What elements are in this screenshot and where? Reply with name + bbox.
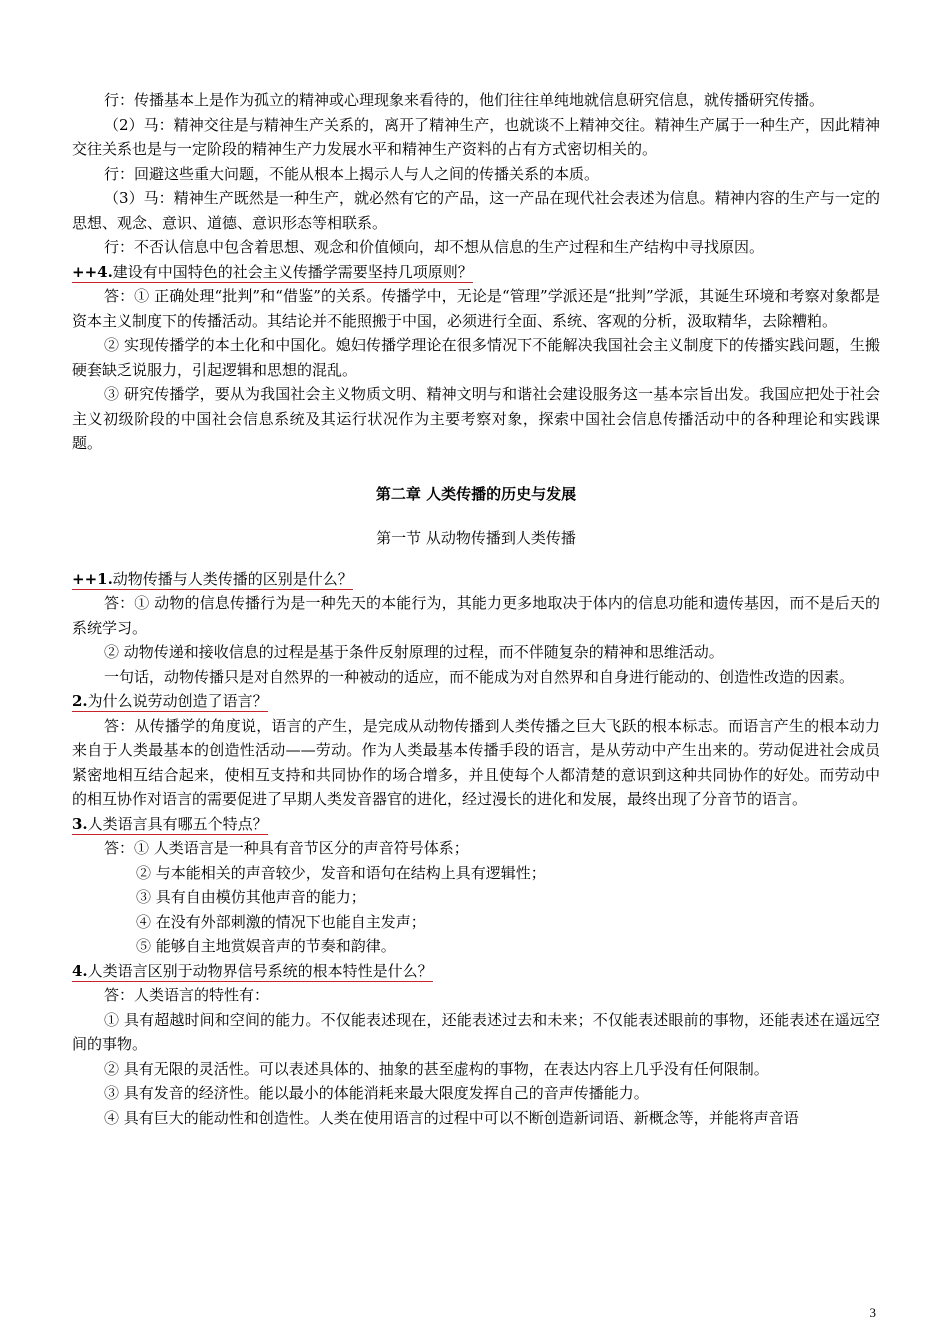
answer-item: ③ 具有自由模仿其他声音的能力； (136, 888, 366, 906)
answer-paragraph: ③ 研究传播学，要从为我国社会主义物质文明、精神文明与和谐社会建设服务这一基本宗旨出发。我国应把处于社会主义初级阶段的中国社会信息系统及其运行状况作为主要考察对象，探索中国社会信息传播活动中的各种理论和实践课题。 (72, 385, 880, 452)
paragraph: （3）马：精神生产既然是一种生产，就必然有它的产品，这一产品在现代社会表述为信息。精神内容的生产与一定的思想、观念、意识、道德、意识形态等相联系。 (72, 189, 880, 232)
document-page (72, 88, 880, 1130)
answer-paragraph: ③ 具有发音的经济性。能以最小的体能消耗来最大限度发挥自己的音声传播能力。 (104, 1084, 649, 1102)
answer-item: 答：① 人类语言是一种具有音节区分的声音符号体系； (104, 839, 469, 857)
question-heading (72, 260, 880, 285)
section-title: 第一节 从动物传播到人类传播 (376, 529, 576, 547)
answer-paragraph: 答：① 动物的信息传播行为是一种先天的本能行为，其能力更多地取决于体内的信息功能和遗传基因，而不是后天的系统学习。 (72, 594, 880, 637)
question-title: 建设有中国特色的社会主义传播学需要坚持几项原则？ (112, 262, 473, 281)
question-heading (72, 812, 880, 837)
answer-paragraph: ② 动物传递和接收信息的过程是基于条件反射原理的过程，而不伴随复杂的精神和思维活动。 (104, 643, 724, 661)
paragraph: 行：回避这些重大问题，不能从根本上揭示人与人之间的传播关系的本质。 (104, 164, 600, 183)
question-heading (72, 689, 880, 714)
answer-paragraph: 一句话，动物传播只是对自然界的一种被动的适应，而不能成为对自然界和自身进行能动的、创造性改造的因素。 (104, 667, 855, 686)
chapter-title: 第二章 人类传播的历史与发展 (375, 484, 577, 503)
question-number: 2. (72, 692, 88, 710)
answer-paragraph: ④ 具有巨大的能动性和创造性。人类在使用语言的过程中可以不断创造新词语、新概念等，并能将声音语 (104, 1108, 799, 1127)
answer-paragraph: ① 具有超越时间和空间的能力。不仅能表述现在，还能表述过去和未来；不仅能表述眼前的事物，还能表述在遥远空间的事物。 (72, 1010, 880, 1053)
answer-paragraph: 答：① 正确处理“批判”和“借鉴”的关系。传播学中，无论是“管理”学派还是“批判”学派，其诞生环境和考察对象都是资本主义制度下的传播活动。其结论并不能照搬于中国，必须进行全面、系统、客观的分析，汲取精华，去除糟粕。 (72, 287, 880, 330)
answer-item: ② 与本能相关的声音较少，发音和语句在结构上具有逻辑性； (136, 863, 546, 882)
question-title: 人类语言区别于动物界信号系统的根本特性是什么？ (87, 961, 433, 980)
answer-intro: 答：人类语言的特性有： (104, 986, 270, 1004)
question-title: 为什么说劳动创造了语言？ (87, 692, 268, 710)
question-number: 4. (72, 961, 88, 980)
paragraph: 行：传播基本上是作为孤立的精神或心理现象来看待的，他们往往单纯地就信息研究信息，就传播研究传播。 (104, 91, 825, 109)
page-number: 3 (869, 1305, 876, 1320)
question-number: ++1. (72, 569, 113, 588)
question-title: 人类语言具有哪五个特点？ (87, 814, 268, 833)
answer-paragraph: ② 具有无限的灵活性。可以表述具体的、抽象的甚至虚构的事物，在表达内容上几乎没有任何限制。 (104, 1059, 769, 1078)
question-heading (72, 959, 880, 984)
question-number: 3. (72, 814, 88, 833)
answer-paragraph: 答：从传播学的角度说，语言的产生，是完成从动物传播到人类传播之巨大飞跃的根本标志。而语言产生的根本动力来自于人类最基本的创造性活动——劳动。作为人类最基本传播手段的语言，是从劳动中产生出来的。劳动促进社会成员紧密地相互结合起来，使相互支持和共同协作的场合增多，并且使每个人都清楚的意识到这种共同协作的好处。而劳动中的相互协作对语言的需要促进了早期人类发音器官的进化，经过漫长的进化和发展，最终出现了分音节的语言。 (72, 716, 880, 808)
question-heading (72, 567, 880, 592)
answer-paragraph: ② 实现传播学的本土化和中国化。媳妇传播学理论在很多情况下不能解决我国社会主义制度下的传播实践问题，生搬硬套缺乏说服力，引起逻辑和思想的混乱。 (72, 336, 880, 379)
paragraph: （2）马：精神交往是与精神生产关系的，离开了精神生产，也就谈不上精神交往。精神生产属于一种生产，因此精神交往关系也是与一定阶段的精神生产力发展水平和精神生产资料的占有方式密切相关的。 (72, 115, 880, 158)
answer-item: ④ 在没有外部刺激的情况下也能自主发声； (136, 912, 426, 931)
answer-item: ⑤ 能够自主地赏娱音声的节奏和韵律。 (136, 937, 396, 955)
question-number: ++4. (72, 262, 113, 281)
question-title: 动物传播与人类传播的区别是什么？ (112, 569, 353, 588)
paragraph: 行：不否认信息中包含着思想、观念和价值倾向，却不想从信息的生产过程和生产结构中寻找原因。 (104, 238, 765, 256)
